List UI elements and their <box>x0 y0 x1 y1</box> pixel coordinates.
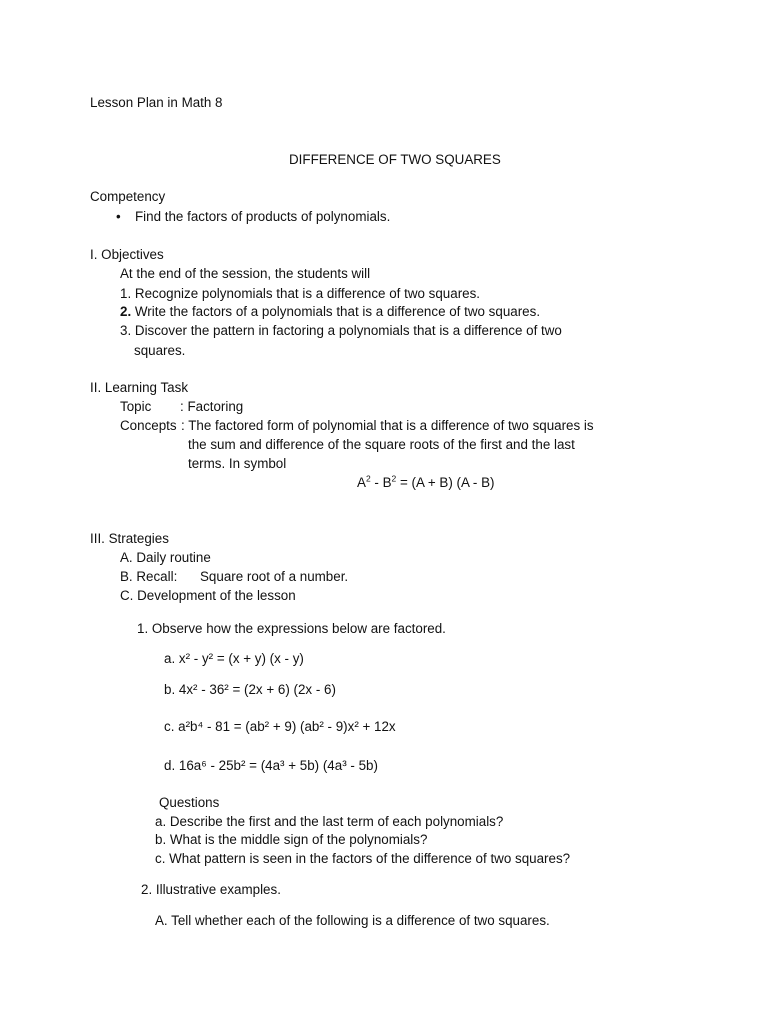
concepts-line-1: : The factored form of polynomial that is a difference of two squares is <box>181 418 594 433</box>
question-b: b. What is the middle sign of the polynomials? <box>155 832 428 847</box>
objective-text: Recognize polynomials that is a difference of two squares. <box>131 286 481 301</box>
formula-rhs: = (A + B) (A - B) <box>396 475 495 490</box>
strategy-b-value: Square root of a number. <box>200 569 349 584</box>
formula <box>357 473 495 490</box>
step-2-a: A. Tell whether each of the following is a difference of two squares. <box>155 913 550 928</box>
objective-1 <box>120 287 480 300</box>
topic-value: : Factoring <box>180 399 244 414</box>
formula-minus-b: - B <box>370 475 392 490</box>
concepts-line-3: terms. In symbol <box>188 456 287 471</box>
example-d: d. 16a⁶ - 25b² = (4a³ + 5b) (4a³ - 5b) <box>164 758 378 773</box>
strategies-heading: III. Strategies <box>90 531 169 546</box>
questions-heading: Questions <box>159 795 220 810</box>
objective-text: Discover the pattern in factoring a polynomials that is a difference of two <box>131 323 562 338</box>
example-a: a. x² - y² = (x + y) (x - y) <box>164 651 304 666</box>
objective-3 <box>120 324 562 337</box>
example-c: c. a²b⁴ - 81 = (ab² + 9) (ab² - 9)x² + 12x <box>164 719 396 734</box>
objective-text: Write the factors of a polynomials that is a difference of two squares. <box>131 304 541 319</box>
objective-number: 1. <box>120 286 132 301</box>
bullet-icon: • <box>116 209 121 224</box>
objectives-heading: I. Objectives <box>90 247 164 262</box>
formula-exponent: 2 <box>365 473 371 484</box>
document-title: DIFFERENCE OF TWO SQUARES <box>289 152 501 167</box>
step-1: 1. Observe how the expressions below are factored. <box>137 621 446 636</box>
objectives-intro: At the end of the session, the students will <box>120 266 371 281</box>
strategy-c: C. Development of the lesson <box>120 588 296 603</box>
strategy-b-label: B. Recall: <box>120 569 178 584</box>
learning-task-heading: II. Learning Task <box>90 380 189 395</box>
question-c: c. What pattern is seen in the factors of the difference of two squares? <box>155 851 571 866</box>
lesson-plan-header: Lesson Plan in Math 8 <box>90 95 223 110</box>
example-b: b. 4x² - 36² = (2x + 6) (2x - 6) <box>164 682 336 697</box>
formula-a: A <box>357 475 366 490</box>
competency-heading: Competency <box>90 189 166 204</box>
competency-item: Find the factors of products of polynomials. <box>135 209 391 224</box>
formula-exponent: 2 <box>391 473 397 484</box>
concepts-line-2: the sum and difference of the square roots of the first and the last <box>188 437 575 452</box>
strategy-a: A. Daily routine <box>120 550 211 565</box>
concepts-label: Concepts <box>120 418 177 433</box>
step-2: 2. Illustrative examples. <box>141 882 281 897</box>
objective-3-continued: squares. <box>134 343 186 358</box>
objective-number: 2. <box>120 304 132 319</box>
objective-number: 3. <box>120 323 132 338</box>
objective-2 <box>120 305 540 318</box>
topic-label: Topic <box>120 399 152 414</box>
question-a: a. Describe the first and the last term of each polynomials? <box>155 814 504 829</box>
